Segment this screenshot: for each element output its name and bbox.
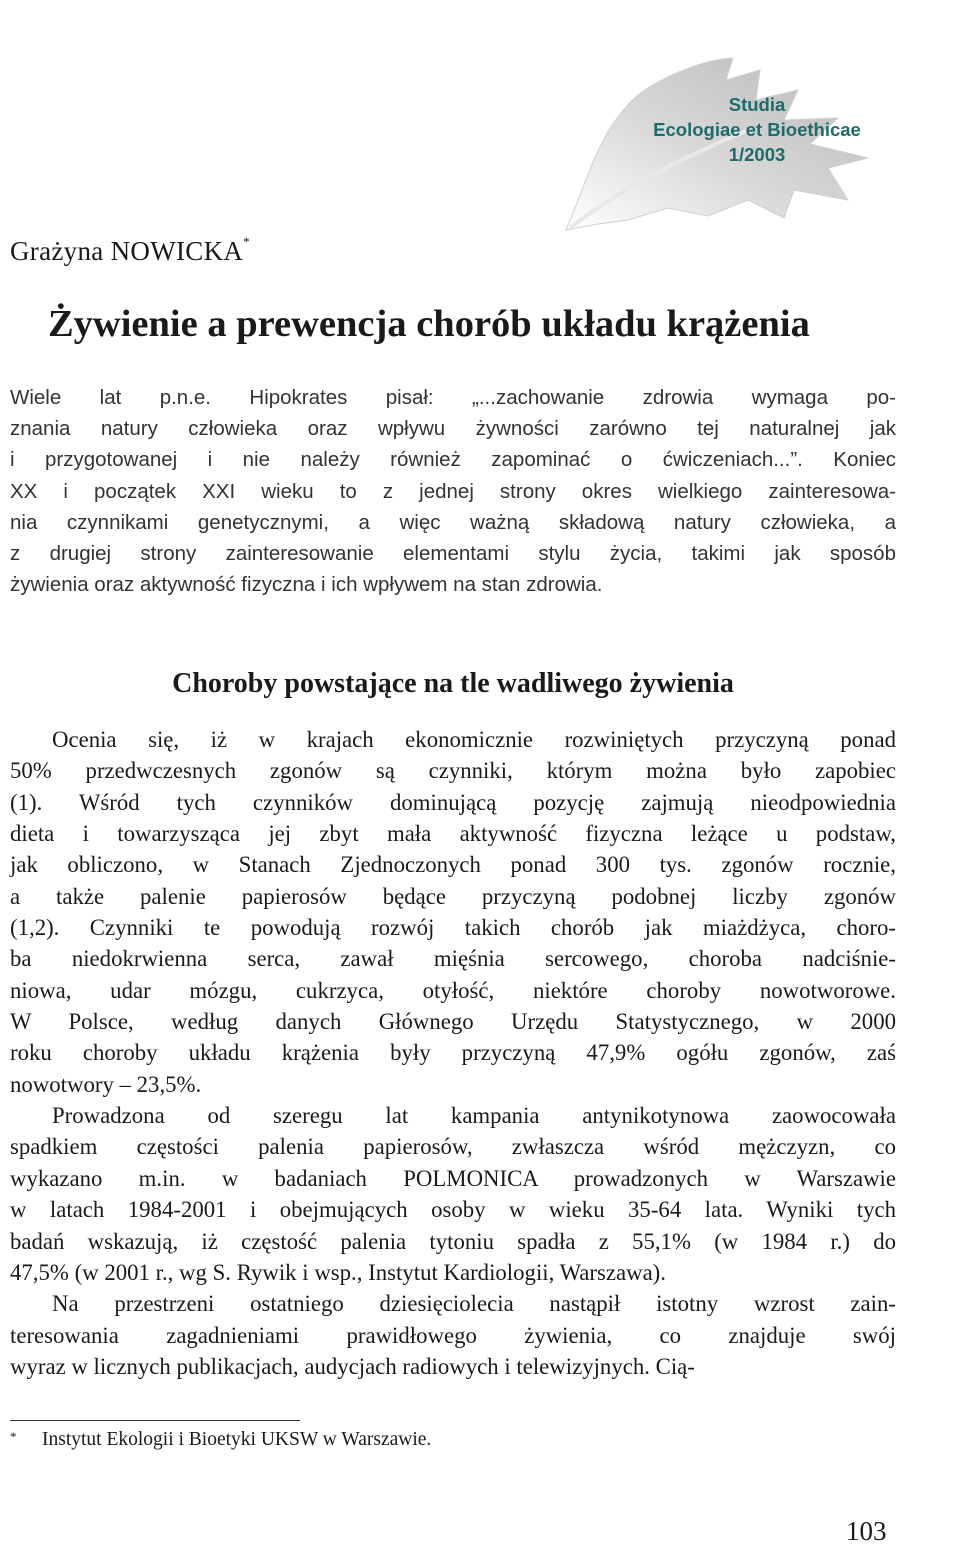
text-line: żywienia oraz aktywność fizyczna i ich wpływem na stan zdrowia. <box>10 573 603 597</box>
text-line: roku choroby układu krążenia były przyczyną 47,9% ogółu zgonów, zaś <box>10 1040 896 1066</box>
text-line: 47,5% (w 2001 r., wg S. Rywik i wsp., Instytut Kardiologii, Warszawa). <box>10 1259 666 1285</box>
text-line: nia czynnikami genetycznymi, a więc ważną składową natury człowieka, a <box>10 510 896 534</box>
text-line: a także palenie papierosów będące przyczyną podobnej liczby zgonów <box>10 883 896 909</box>
section-heading: Choroby powstające na tle wadliwego żywienia <box>172 668 734 699</box>
text-line: Prowadzona od szeregu lat kampania antynikotynowa zaowocowała <box>52 1103 896 1129</box>
text-line: spadkiem częstości palenia papierosów, zwłaszcza wśród mężczyzn, co <box>10 1134 896 1160</box>
page-number: 103 <box>846 1516 887 1546</box>
journal-name-line1: Studia <box>728 94 786 115</box>
text-line: niowa, udar mózgu, cukrzyca, otyłość, niektóre choroby nowotworowe. <box>10 977 896 1003</box>
text-line: wykazano m.in. w badaniach POLMONICA prowadzonych w Warszawie <box>10 1165 896 1191</box>
text-line: (1,2). Czynniki te powodują rozwój takich chorób jak miażdżyca, choro- <box>10 915 896 941</box>
text-line: Wiele lat p.n.e. Hipokrates pisał: „...zachowanie zdrowia wymaga po- <box>10 386 896 409</box>
text-line: ba niedokrwienna serca, zawał mięśnia sercowego, choroba nadciśnie- <box>10 946 896 972</box>
footnote-divider <box>10 1420 300 1421</box>
text-line: w latach 1984-2001 i obejmujących osoby w wieku 35-64 lata. Wyniki tych <box>10 1197 896 1223</box>
author-footnote-mark: * <box>243 234 250 249</box>
text-line: (1). Wśród tych czynników dominującą pozycję zajmują nieodpowiednia <box>10 789 896 815</box>
article-body <box>10 724 896 1382</box>
text-line: nowotwory – 23,5%. <box>10 1071 202 1097</box>
text-line: jak obliczono, w Stanach Zjednoczonych ponad 300 tys. zgonów rocznie, <box>10 852 896 878</box>
journal-name <box>612 92 902 167</box>
text-line: dieta i towarzysząca jej zbyt mała aktywność fizyczna leżące u podstaw, <box>10 821 896 847</box>
article-abstract <box>10 382 896 600</box>
footnote <box>10 1429 431 1451</box>
text-line: Ocenia się, iż w krajach ekonomicznie rozwiniętych przyczyną ponad <box>52 727 896 752</box>
footnote-mark: * <box>10 1429 17 1444</box>
author-name <box>10 236 250 267</box>
text-line: i przygotowanej i nie należy również zapominać o ćwiczeniach...”. Koniec <box>10 448 896 472</box>
journal-logo <box>548 40 908 240</box>
journal-issue: 1/2003 <box>728 144 786 165</box>
footnote-text: Instytut Ekologii i Bioetyki UKSW w Warszawie. <box>42 1429 432 1450</box>
text-line: Na przestrzeni ostatniego dziesięciolecia nastąpił istotny wzrost zain- <box>52 1291 896 1317</box>
author-text: Grażyna NOWICKA <box>10 236 244 266</box>
journal-name-line2: Ecologiae et Bioethicae <box>653 119 861 140</box>
text-line: XX i początek XXI wieku to z jednej strony okres wielkiego zainteresowa- <box>10 479 896 503</box>
text-line: teresowania zagadnieniami prawidłowego żywienia, co znajduje swój <box>10 1322 896 1348</box>
text-line: z drugiej strony zainteresowanie elementami stylu życia, takimi jak sposób <box>10 541 896 565</box>
text-line: 50% przedwczesnych zgonów są czynniki, którym można było zapobiec <box>10 758 896 784</box>
article-title: Żywienie a prewencja chorób układu krążenia <box>48 303 810 345</box>
text-line: W Polsce, według danych Głównego Urzędu Statystycznego, w 2000 <box>10 1009 896 1035</box>
text-line: znania natury człowieka oraz wpływu żywności zarówno tej naturalnej jak <box>10 417 896 441</box>
text-line: wyraz w licznych publikacjach, audycjach radiowych i telewizyjnych. Cią- <box>10 1353 695 1379</box>
text-line: badań wskazują, iż częstość palenia tytoniu spadła z 55,1% (w 1984 r.) do <box>10 1228 896 1254</box>
